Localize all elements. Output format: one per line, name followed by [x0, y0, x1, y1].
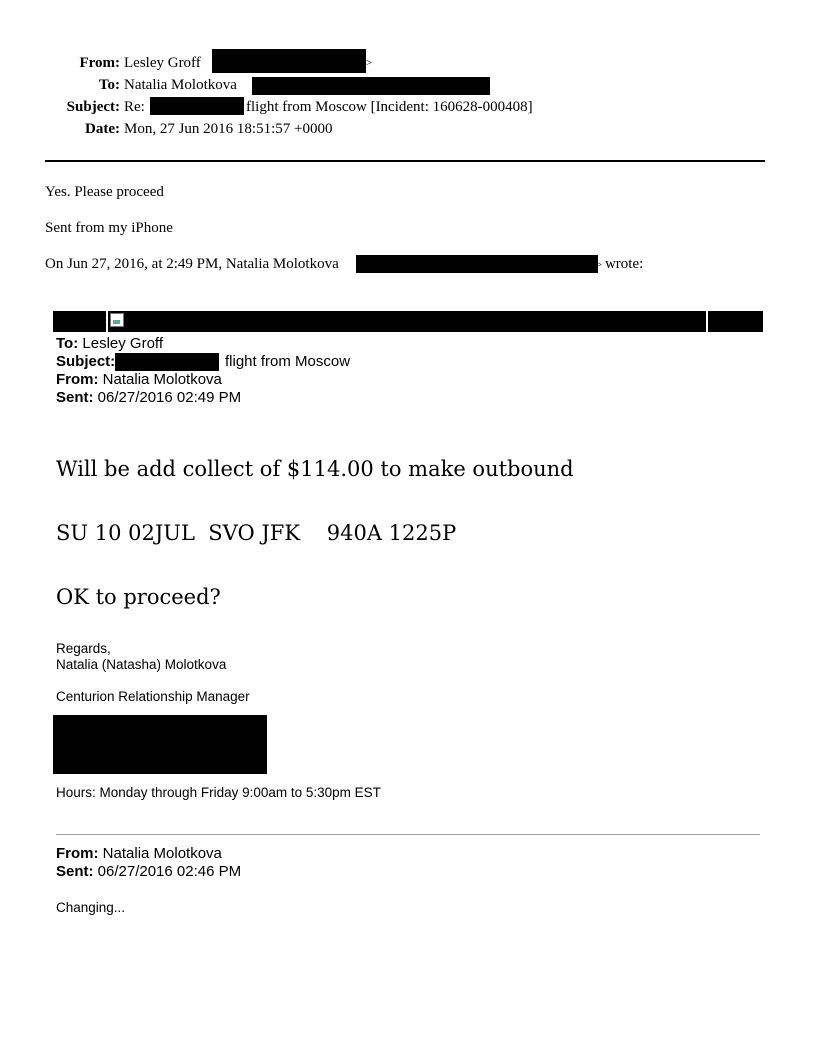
- quoted-divider: [56, 834, 760, 835]
- message-line-1: Will be add collect of $114.00 to make outbound: [56, 457, 574, 481]
- quoted-to-row: [56, 335, 163, 353]
- quoted-sent-value: 06/27/2016 02:49 PM: [97, 389, 242, 406]
- date-value: Mon, 27 Jun 2016 18:51:57 +0000: [124, 121, 333, 137]
- signature-name: Natalia (Natasha) Molotkova: [56, 657, 227, 672]
- redaction-to-email: [252, 77, 490, 95]
- quoted-from-row: [56, 371, 222, 389]
- subject-label: Subject:: [66, 99, 120, 115]
- earlier-from-label: From:: [56, 845, 99, 862]
- regards: Regards,: [56, 641, 111, 656]
- reply-signature: Sent from my iPhone: [45, 220, 173, 236]
- subject-prefix: Re:: [124, 99, 145, 115]
- message-line-3: OK to proceed?: [56, 585, 221, 609]
- quoted-from-label: From:: [56, 371, 99, 388]
- subject-suffix: flight from Moscow [Incident: 160628-000408]: [246, 99, 533, 115]
- reply-line-1: Yes. Please proceed: [45, 184, 164, 200]
- wrote-text: wrote:: [604, 256, 644, 272]
- signature-title: Centurion Relationship Manager: [56, 689, 250, 704]
- broken-image-icon: [110, 313, 124, 327]
- quoted-subject-suffix: flight from Moscow: [225, 353, 351, 370]
- from-label: From:: [79, 55, 120, 71]
- redaction-signature-block: [53, 715, 267, 774]
- reply-wrote-prefix: On Jun 27, 2016, at 2:49 PM, Natalia Molotkova: [45, 256, 339, 272]
- redaction-banner: [53, 311, 763, 332]
- redaction-subject: [150, 97, 244, 115]
- earlier-sent-value: 06/27/2016 02:46 PM: [97, 863, 242, 880]
- banner-divider-left: [106, 311, 108, 332]
- earlier-sent-row: [56, 863, 241, 881]
- redaction-quoted-subject: [115, 353, 219, 371]
- to-label: To:: [98, 77, 120, 93]
- quoted-from-value: Natalia Molotkova: [102, 371, 222, 388]
- quoted-sent-label: Sent:: [56, 389, 94, 406]
- earlier-sent-label: Sent:: [56, 863, 94, 880]
- reply-wrote-suffix: > wrote:: [596, 256, 644, 272]
- hours: Hours: Monday through Friday 9:00am to 5:30pm EST: [56, 785, 381, 800]
- date-label: Date:: [85, 121, 120, 137]
- to-value: Natalia Molotkova: [124, 77, 237, 93]
- quoted-sent-row: [56, 389, 241, 407]
- quoted-subject-label: Subject:: [56, 353, 116, 370]
- redaction-from-email: [212, 49, 366, 73]
- banner-divider-right: [706, 311, 708, 332]
- message-line-2: SU 10 02JUL SVO JFK 940A 1225P: [56, 521, 457, 545]
- header-divider: [45, 160, 765, 162]
- earlier-from-value: Natalia Molotkova: [102, 845, 222, 862]
- from-value: Lesley Groff: [124, 55, 201, 71]
- email-bracket: >: [366, 57, 373, 69]
- quoted-subject-row: [56, 353, 115, 371]
- redaction-wrote-email: [356, 255, 598, 273]
- earlier-message: Changing...: [56, 900, 126, 915]
- quoted-to-label: To:: [56, 335, 79, 352]
- earlier-from-row: [56, 845, 222, 863]
- quoted-to-value: Lesley Groff: [82, 335, 163, 352]
